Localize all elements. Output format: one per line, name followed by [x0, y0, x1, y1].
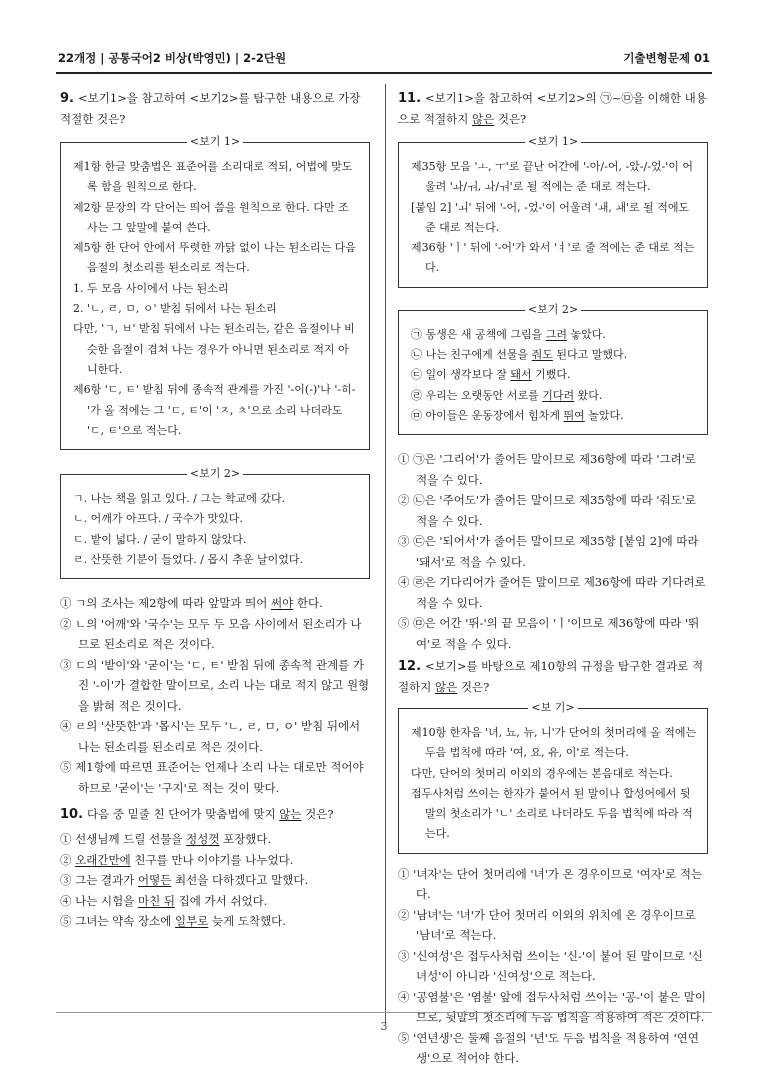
q9-box1-line: 다만, 'ㄱ, ㅂ' 받침 뒤에서 나는 된소리는, 같은 음절이나 비슷한 음절이 겹쳐 나는 경우가 아니면 된소리로 적지 아니한다.	[73, 322, 355, 376]
header-title: 기출변형문제 01	[623, 51, 710, 65]
q9-box2-line: ㄴ. 어깨가 아프다. / 국수가 맛있다.	[73, 512, 243, 526]
q12-option-4[interactable]: ④ '공염불'은 '염불' 앞에 접두사처럼 쓰이는 '공-'이 붙은 말이므로, 뒷말의 첫소리에 두음 법칙을 적용하여 적은 것이다.	[398, 989, 706, 1025]
column-divider	[385, 84, 386, 1024]
q10-option-3[interactable]: ③ 그는 결과가 어떻든 최선을 다하겠다고 말했다.	[60, 873, 309, 887]
question-12: 12. <보기>를 바탕으로 제10항의 규정을 탐구한 결과로 적절하지 않은 것은? <보 기> 제10항 한자음 '녀, 뇨, 뉴, 니'가 단어의 첫머리에 올 적에는 두음 법칙에 따라 '여, 요, 유, 이'로 적는다. 다만, 단어의 첫머리 이외의 경우에는 본음대로 적는다. 접두사처럼 쓰이는 한자가 붙어서 된 말이나 합성어에서 뒷말의 첫소리가 'ㄴ' 소리로 나더라도 두음 법칙에 따라 적는다. ① '녀자'는 단어 첫머리에 '녀'가 온 경우이므로 '여자'로 적는다. ② '남녀'는 '녀'가 단어 첫머리 이외의 위치에 온 경우이므로 '남녀'로 적는다. ③ '신여성'은 접두사처럼 쓰이는 '신-'이 붙어 된 말이므로 '신녀성'이 아니라 '신여성'으로 적는다. ④ '공염불'은 '염불' 앞에 접두사처럼 쓰이는 '공-'이 붙은 말이므로, 뒷말의 첫소리에 두음 법칙을 적용하여 적은 것이다. ⑤ '연년생'은 둘째 음절의 '년'도 두음 법칙을 적용하여 '연연생'으로 적어야 한다.	[398, 656, 708, 1069]
q9-box2	[60, 467, 370, 579]
q12-option-2[interactable]: ② '남녀'는 '녀'가 단어 첫머리 이외의 위치에 온 경우이므로 '남녀'로 적는다.	[398, 907, 696, 943]
q12-option-3[interactable]: ③ '신여성'은 접두사처럼 쓰이는 '신-'이 붙어 된 말이므로 '신녀성'이 아니라 '신여성'으로 적는다.	[398, 948, 703, 984]
header-course: 22개정 | 공통국어2 비상(박영민) | 2-2단원	[58, 51, 287, 65]
q9-option-5[interactable]: ⑤ 제1항에 따르면 표준어는 언제나 소리 나는 대로만 적어야 하므로 '굳이'는 '구지'로 적는 것이 맞다.	[60, 760, 364, 795]
q9-box2-line: ㄷ. 밭이 넓다. / 굳이 말하지 않았다.	[73, 532, 247, 546]
q9-box2-caption: <보기 2>	[187, 467, 243, 480]
q12-question: <보기>를 바탕으로 제10항의 규정을 탐구한 결과로 적절하지	[398, 659, 704, 694]
page-number: 3	[380, 1020, 388, 1033]
q9-option-2[interactable]: ② ㄴ의 '어깨'와 '국수'는 모두 두 모음 사이에서 된소리가 나므로 된소리로 적은 것이다.	[60, 616, 362, 652]
q11-option-5[interactable]: ⑤ ㉤은 어간 '뛰-'의 끝 모음이 'ㅣ'이므로 제36항에 따라 '뛰여'로 적을 수 있다.	[398, 616, 700, 651]
q11-option-3[interactable]: ③ ㉢은 '되어서'가 줄어든 말이므로 제35항 [붙임 2]에 따라 '돼서'로 적을 수 있다.	[398, 534, 699, 569]
q11-box1-line: [붙임 2] 'ㅚ' 뒤에 '-어, -었-'이 어울려 'ㅙ, ㅙ'로 될 적에도 준 대로 적는다.	[411, 200, 690, 234]
page-header	[58, 44, 710, 68]
q10-options	[60, 829, 370, 932]
q12-number: 12.	[398, 659, 422, 674]
q9-box1-line: 제1항 한글 맞춤법은 표준어를 소리대로 적되, 어법에 맞도록 함을 원칙으로 한다.	[73, 160, 353, 194]
q11-box1-line: 제36항 'ㅣ' 뒤에 '-어'가 와서 'ㅕ'로 줄 적에는 준 대로 적는다.	[411, 241, 695, 275]
q12-box-line: 제10항 한자음 '녀, 뇨, 뉴, 니'가 단어의 첫머리에 올 적에는 두음 법칙에 따라 '여, 요, 유, 이'로 적는다.	[411, 726, 697, 760]
question-9	[60, 88, 370, 798]
q12-options	[398, 864, 708, 1069]
q9-box1-line: 제5항 한 단어 안에서 뚜렷한 까닭 없이 나는 된소리는 다음 음절의 첫소리를 된소리로 적는다.	[73, 241, 356, 275]
q9-option-1[interactable]: ① ㄱ의 조사는 제2항에 따라 앞말과 띄어 써야 한다.	[60, 596, 323, 611]
q10-question: 다음 중 밑줄 친 단어가 맞춤법에 맞지	[87, 807, 280, 821]
q11-box2-item: ㉠ 동생은 새 공책에 그림을 그려 놓았다.	[411, 327, 606, 341]
q11-box2-item: ㉣ 우리는 오랫동안 서로를 기다려 왔다.	[411, 388, 603, 402]
q11-option-1[interactable]: ① ㉠은 '그리어'가 줄어든 말이므로 제36항에 따라 '그려'로 적을 수 있다.	[398, 452, 697, 487]
q10-option-5[interactable]: ⑤ 그녀는 약속 장소에 일부로 늦게 도착했다.	[60, 914, 286, 928]
q10-option-1[interactable]: ① 선생님께 드릴 선물을 정성껏 포장했다.	[60, 832, 272, 846]
q11-number: 11.	[398, 91, 422, 106]
q12-box-caption: <보 기>	[528, 701, 577, 714]
footer-rule	[56, 1012, 712, 1013]
q9-box1	[60, 135, 370, 450]
q11-box1-line: 제35항 모음 'ㅗ, ㅜ'로 끝난 어간에 '-아/-어, -았-/-었-'이 어울려 'ㅘ/ㅝ, ㅘ/ㅝ'로 될 적에는 준 대로 적는다.	[411, 160, 694, 194]
q10-number: 10.	[60, 807, 84, 822]
question-11: 11. <보기1>을 참고하여 <보기2>의 ㉠~㉤을 이해한 내용으로 적절하지 않은 것은? <보기 1> 제35항 모음 'ㅗ, ㅜ'로 끝난 어간에 '-아/-어, -았-/-었-'이 어울려 'ㅘ/ㅝ, ㅘ/ㅝ'로 될 적에는 준 대로 적는다. [붙임 2] 'ㅚ' 뒤에 '-어, -었-'이 어울려 'ㅙ, ㅙ'로 될 적에도 준 대로 적는다. 제36항 'ㅣ' 뒤에 '-어'가 와서 'ㅕ'로 줄 적에는 준 대로 적는다. <보기 2> ㉠ 동생은 새 공책에 그림을 그려 놓았다. ㉡ 나는 친구에게 선물을 줘도 된다고 말했다. ㉢ 일이 생각보다 잘 돼서 기뻤다. ㉣ 우리는 오랫동안 서로를 기다려 왔다. ㉤ 아이들은 운동장에서 힘차게 뛰여 놀았다. ① ㉠은 '그리어'가 줄어든 말이므로 제36항에 따라 '그려'로 적을 수 있다. ② ㉡은 '주어도'가 줄어든 말이므로 제35항에 따라 '줘도'로 적을 수 있다. ③ ㉢은 '되어서'가 줄어든 말이므로 제35항 [붙임 2]에 따라 '돼서'로 적을 수 있다. ④ ㉣은 기다리어가 줄어든 말이므로 제36항에 따라 기다려로 적을 수 있다. ⑤ ㉤은 어간 '뛰-'의 끝 모음이 'ㅣ'이므로 제36항에 따라 '뛰여'로 적을 수 있다.	[398, 88, 708, 654]
q11-option-2[interactable]: ② ㉡은 '주어도'가 줄어든 말이므로 제35항에 따라 '줘도'로 적을 수 있다.	[398, 493, 697, 528]
q11-box2-caption: <보기 2>	[525, 303, 581, 316]
q9-box1-line: 2. 'ㄴ, ㄹ, ㅁ, ㅇ' 받침 뒤에서 나는 된소리	[73, 302, 277, 316]
q11-box2	[398, 302, 708, 435]
q9-option-3[interactable]: ③ ㄷ의 '밭이'와 '굳이'는 'ㄷ, ㅌ' 받침 뒤에 종속적 관계를 가진 '-이'가 결합한 말이므로, 소리 나는 대로 적지 않고 원형을 밝혀 적은 것이다.	[60, 657, 370, 713]
q11-box1-caption: <보기 1>	[525, 135, 581, 148]
q12-box	[398, 701, 708, 854]
q9-box1-line: 제6항 'ㄷ, ㅌ' 받침 뒤에 종속적 관계를 가진 '-이(-)'나 '-히-'가 올 적에는 그 'ㄷ, ㅌ'이 'ㅈ, ㅊ'으로 소리 나더라도 'ㄷ, ㅌ'으로 적는다.	[73, 383, 356, 437]
q9-box2-line: ㄱ. 나는 책을 읽고 있다. / 그는 학교에 갔다.	[73, 492, 286, 506]
q12-option-5[interactable]: ⑤ '연년생'은 둘째 음절의 '년'도 두음 법칙을 적용하여 '연연생'으로 적어야 한다.	[398, 1030, 699, 1066]
q11-options	[398, 449, 708, 654]
q12-box-line: 다만, 단어의 첫머리 이외의 경우에는 본음대로 적는다.	[411, 766, 673, 780]
q12-option-1[interactable]: ① '녀자'는 단어 첫머리에 '녀'가 온 경우이므로 '여자'로 적는다.	[398, 866, 703, 902]
question-10: 10. 다음 중 밑줄 친 단어가 맞춤법에 맞지 않는 것은? ① 선생님께 드릴 선물을 정성껏 포장했다. ② 오래간만에 친구를 만나 이야기를 나누었다. ③ 그는 결과가 어떻든 최선을 다하겠다고 말했다. ④ 나는 시험을 마친 뒤 집에 가서 쉬었다. ⑤ 그녀는 약속 장소에 일부로 늦게 도착했다.	[60, 804, 370, 932]
q9-box1-line: 제2항 문장의 각 단어는 띄어 씀을 원칙으로 한다. 다만 조사는 그 앞말에 붙여 쓴다.	[73, 200, 349, 234]
q11-question: <보기1>을 참고하여 <보기2>의 ㉠~㉤을 이해한 내용으로 적절하지	[398, 91, 707, 126]
q10-option-4[interactable]: ④ 나는 시험을 마친 뒤 집에 가서 쉬었다.	[60, 893, 268, 908]
q11-box2-item: ㉡ 나는 친구에게 선물을 줘도 된다고 말했다.	[411, 348, 628, 362]
q9-options	[60, 593, 370, 798]
q11-option-4[interactable]: ④ ㉣은 기다리어가 줄어든 말이므로 제36항에 따라 기다려로 적을 수 있다.	[398, 575, 706, 610]
q9-question: <보기1>을 참고하여 <보기2>를 탐구한 내용으로 가장 적절한 것은?	[60, 91, 361, 126]
q11-box2-item: ㉢ 일이 생각보다 잘 돼서 기뻤다.	[411, 368, 571, 382]
q9-option-4[interactable]: ④ ㄹ의 '산뜻한'과 '몹시'는 모두 'ㄴ, ㄹ, ㅁ, ㅇ' 받침 뒤에서 나는 된소리를 된소리로 적은 것이다.	[60, 719, 361, 754]
q9-box1-line: 1. 두 모음 사이에서 나는 된소리	[73, 281, 229, 295]
q9-box2-line: ㄹ. 산뜻한 기분이 들었다. / 몹시 추운 날이었다.	[73, 553, 303, 567]
q9-box1-caption: <보기 1>	[187, 135, 243, 148]
q11-box1	[398, 135, 708, 288]
header-rule	[56, 72, 712, 74]
q11-box2-item: ㉤ 아이들은 운동장에서 힘차게 뛰여 놀았다.	[411, 408, 624, 422]
q9-number: 9.	[60, 91, 74, 106]
q10-option-2[interactable]: ② 오래간만에 친구를 만나 이야기를 나누었다.	[60, 852, 294, 867]
q12-box-line: 접두사처럼 쓰이는 한자가 붙어서 된 말이나 합성어에서 뒷말의 첫소리가 'ㄴ' 소리로 나더라도 두음 법칙에 따라 적는다.	[411, 786, 693, 841]
